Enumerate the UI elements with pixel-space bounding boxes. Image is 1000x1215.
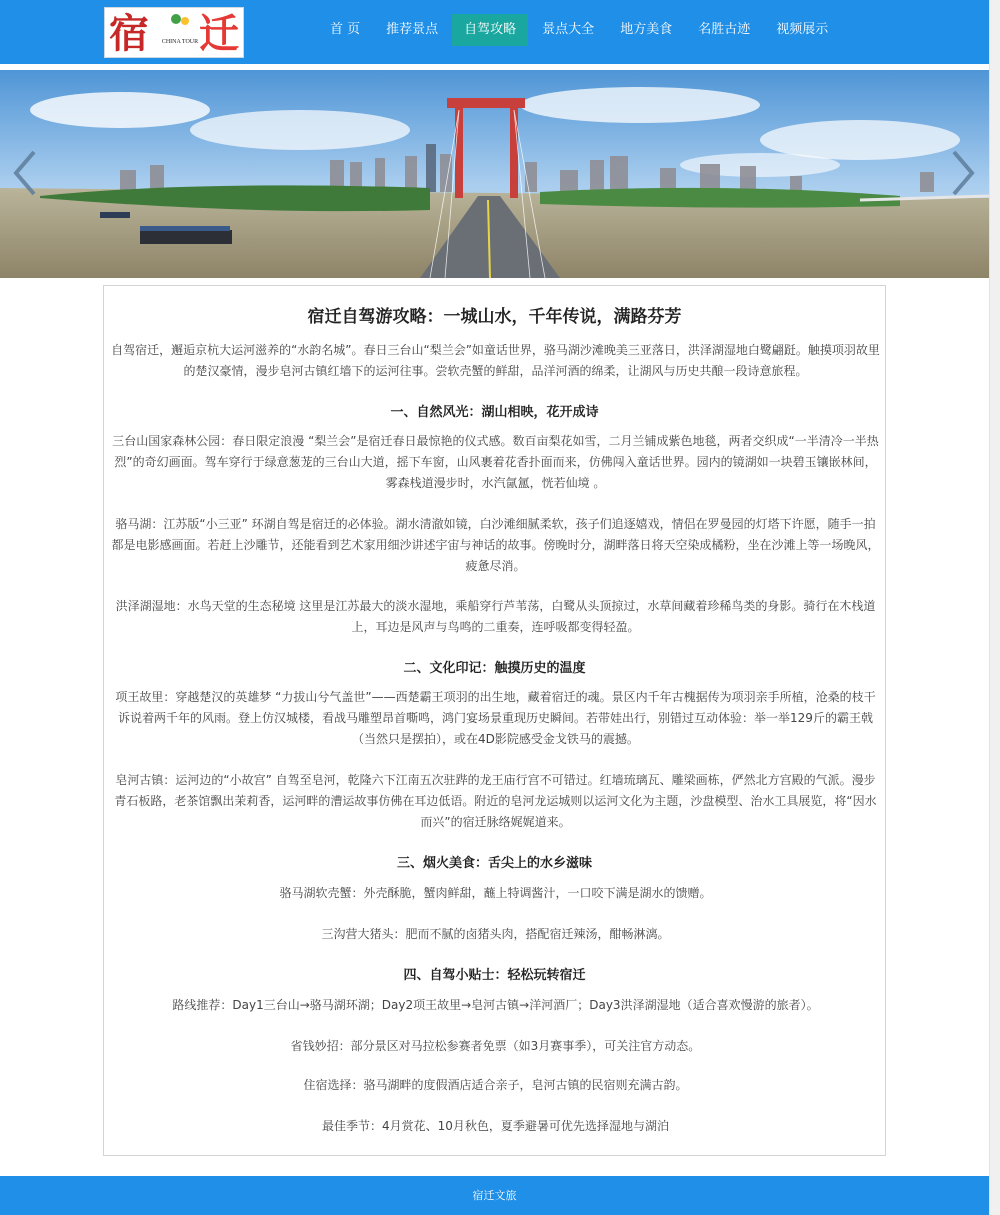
logo-dot-yellow <box>181 17 189 25</box>
logo-dot-green <box>171 14 181 24</box>
section-heading-tips: 四、自驾小贴士：轻松玩转宿迁 <box>403 968 586 983</box>
paragraph-xiangwang-hometown: 项王故里：穿越楚汉的英雄梦 “力拔山兮气盖世”——西楚霸王项羽的出生地，藏着宿迁的魂。景区内千年古槐据传为项羽亲手所植，沧桑的枝干诉说着两千年的风雨。登上仿汉城楼，看战马雕塑昂首嘶鸣，鸿门宴场景重现历史瞬间。若带娃出行，别错过互动体验：举一举129斤的霸王戟（当然只是摆拍），或在4D影院感受金戈铁马的震撼。 <box>115 690 876 746</box>
paragraph-save-money: 省钱妙招：部分景区对马拉松参赛者免票（如3月赛事季），可关注官方动态。 <box>290 1039 701 1053</box>
site-header <box>0 0 989 64</box>
section-heading-food: 三、烟火美食：舌尖上的水乡滋味 <box>396 856 592 871</box>
article-intro: 自驾宿迁，邂逅京杭大运河滋养的“水韵名城”。春日三台山“梨兰会”如童话世界，骆马湖沙滩晚美三亚落日，洪泽湖湿地白鹭翩跹。触摸项羽故里的楚汉豪情，漫步皂河古镇红墙下的运河往事。尝软壳蟹的鲜甜，品洋河酒的绵柔，让湖风与历史共酿一段诗意旅程。 <box>111 343 880 378</box>
nav-item-home[interactable]: 首 页 <box>330 22 361 37</box>
nav-item-recommended[interactable]: 推荐景点 <box>386 22 439 37</box>
paragraph-zaohe-town: 皂河古镇：运河边的“小故宫” 自驾至皂河，乾隆六下江南五次驻跸的龙王庙行宫不可错过。红墙琉璃瓦、雕梁画栋，俨然北方宫殿的气派。漫步青石板路，老茶馆飘出茉莉香，运河畔的漕运故事仿佛在耳边低语。附近的皂河龙运城则以运河文化为主题，沙盘模型、治水工具展览，将“因水而兴”的宿迁脉络娓娓道来。 <box>114 773 877 829</box>
paragraph-soft-shell-crab: 骆马湖软壳蟹：外壳酥脆，蟹肉鲜甜，蘸上特调酱汁，一口咬下满是湖水的馈赠。 <box>279 886 712 900</box>
section-heading-nature: 一、自然风光：湖山相映，花开成诗 <box>390 405 599 420</box>
nav-item-driving-guide[interactable]: 自驾攻略 <box>452 14 528 46</box>
banner-prev-arrow-icon[interactable] <box>10 148 40 198</box>
nav-item-attractions[interactable]: 景点大全 <box>542 22 595 37</box>
paragraph-route: 路线推荐：Day1三台山→骆马湖环湖；Day2项王故里→皂河古镇→洋河酒厂；Day3洪泽湖湿地（适合喜欢慢游的旅者）。 <box>172 998 819 1012</box>
hero-banner <box>0 70 989 278</box>
paragraph-season: 最佳季节：4月赏花、10月秋色，夏季避暑可优先选择湿地与湖泊 <box>322 1119 669 1133</box>
logo-char-su: 宿 <box>109 10 149 57</box>
article-panel <box>103 285 886 1156</box>
banner-next-arrow-icon[interactable] <box>948 148 978 198</box>
nav-item-historic-sites[interactable]: 名胜古迹 <box>698 22 751 37</box>
logo-char-qian: 迁 <box>199 10 239 57</box>
page-scrollbar[interactable] <box>989 0 1000 1215</box>
main-nav <box>318 14 842 46</box>
nav-item-videos[interactable]: 视频展示 <box>776 22 829 37</box>
logo-subtitle: CHINA TOUR <box>161 39 199 45</box>
paragraph-santai-mountain: 三台山国家森林公园：春日限定浪漫 “梨兰会”是宿迁春日最惊艳的仪式感。数百亩梨花如雪，二月兰铺成紫色地毯，两者交织成“一半清冷一半热烈”的奇幻画面。驾车穿行于绿意葱茏的三台山大道，摇下车窗，山风裹着花香扑面而来，仿佛闯入童话世界。园内的镜湖如一块碧玉镶嵌林间，雾森栈道漫步时，水汽氤氲，恍若仙境 。 <box>112 434 879 490</box>
paragraph-hongze-wetland: 洪泽湖湿地：水鸟天堂的生态秘境 这里是江苏最大的淡水湿地，乘船穿行芦苇荡，白鹭从头顶掠过，水草间藏着珍稀鸟类的身影。骑行在木栈道上，耳边是风声与鸟鸣的二重奏，连呼吸都变得轻盈。 <box>115 599 876 634</box>
article-title: 宿迁自驾游攻略：一城山水，千年传说，满路芬芳 <box>307 307 682 327</box>
site-footer: 宿迁文旅 <box>0 1176 989 1215</box>
nav-item-local-food[interactable]: 地方美食 <box>620 22 673 37</box>
paragraph-pig-head: 三沟营大猪头：肥而不腻的卤猪头肉，搭配宿迁辣汤，酣畅淋漓。 <box>321 927 670 941</box>
banner-image <box>0 70 989 278</box>
paragraph-luoma-lake: 骆马湖：江苏版“小三亚” 环湖自驾是宿迁的必体验。湖水清澈如镜，白沙滩细腻柔软，孩子们追逐嬉戏，情侣在罗曼园的灯塔下许愿，随手一拍都是电影感画面。若赶上沙雕节，还能看到艺术家用细沙讲述宇宙与神话的故事。傍晚时分，湖畔落日将天空染成橘粉，坐在沙滩上等一场晚风，疲惫尽消。 <box>111 517 880 573</box>
section-heading-culture: 二、文化印记：触摸历史的温度 <box>403 661 586 676</box>
site-logo[interactable] <box>104 7 244 58</box>
paragraph-stay: 住宿选择：骆马湖畔的度假酒店适合亲子，皂河古镇的民宿则充满古韵。 <box>303 1078 688 1092</box>
